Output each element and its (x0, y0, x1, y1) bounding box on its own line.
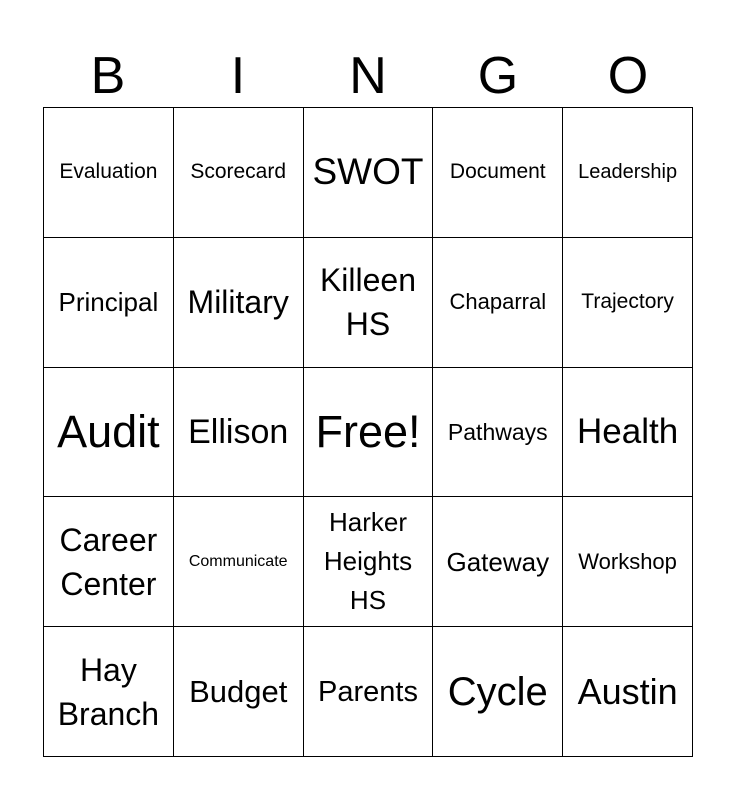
bingo-cell[interactable] (563, 368, 693, 498)
bingo-cell[interactable] (304, 497, 434, 627)
cell-label: Career Center (59, 521, 158, 602)
bingo-cell[interactable] (304, 368, 434, 498)
bingo-cell[interactable] (433, 108, 563, 238)
bingo-cell[interactable] (174, 238, 304, 368)
cell-label: Audit (57, 405, 160, 457)
bingo-grid (43, 107, 693, 757)
cell-label: Scorecard (190, 160, 287, 184)
bingo-cell[interactable] (174, 627, 304, 757)
cell-label: Chaparral (449, 289, 547, 315)
bingo-cell[interactable] (44, 627, 174, 757)
cell-label: Ellison (188, 412, 289, 451)
bingo-cell[interactable] (44, 238, 174, 368)
bingo-cell[interactable] (433, 368, 563, 498)
header-letter-n: N (349, 47, 387, 105)
bingo-cell[interactable] (304, 108, 434, 238)
cell-label: Budget (189, 673, 288, 709)
cell-label: Free! (315, 405, 421, 457)
bingo-cell[interactable] (433, 238, 563, 368)
cell-label: Hay Branch (57, 651, 160, 732)
bingo-cell[interactable] (174, 108, 304, 238)
header-letter-o: O (607, 47, 649, 105)
cell-label: Killeen HS (319, 262, 417, 343)
cell-label: Gateway (446, 546, 550, 577)
cell-label: Principal (58, 287, 159, 318)
bingo-cell[interactable] (433, 497, 563, 627)
header-letter-i: I (230, 47, 246, 105)
cell-label: Harker Heights HS (323, 507, 413, 616)
cell-label: Workshop (578, 548, 677, 574)
bingo-cell[interactable] (563, 497, 693, 627)
cell-label: Military (187, 284, 289, 321)
header-letter-b: B (90, 47, 126, 105)
bingo-cell[interactable] (174, 497, 304, 627)
cell-label: Leadership (578, 161, 678, 184)
cell-label: Document (449, 160, 546, 184)
bingo-cell[interactable] (304, 627, 434, 757)
bingo-cell[interactable] (563, 238, 693, 368)
bingo-cell[interactable] (44, 497, 174, 627)
cell-label: Cycle (447, 669, 548, 714)
cell-label: Trajectory (581, 290, 674, 314)
bingo-header (43, 44, 693, 108)
bingo-cell[interactable] (44, 108, 174, 238)
cell-label: Parents (318, 675, 418, 708)
bingo-cell[interactable] (433, 627, 563, 757)
bingo-cell[interactable] (304, 238, 434, 368)
bingo-cell[interactable] (563, 108, 693, 238)
cell-label: Health (577, 411, 679, 451)
bingo-cell[interactable] (174, 368, 304, 498)
cell-label: Evaluation (59, 160, 158, 184)
cell-label: Pathways (447, 418, 548, 445)
cell-label: Communicate (188, 552, 288, 570)
cell-label: SWOT (312, 151, 424, 193)
bingo-cell[interactable] (563, 627, 693, 757)
cell-label: Austin (577, 670, 678, 712)
bingo-cell[interactable] (44, 368, 174, 498)
header-letter-g: G (477, 47, 519, 105)
